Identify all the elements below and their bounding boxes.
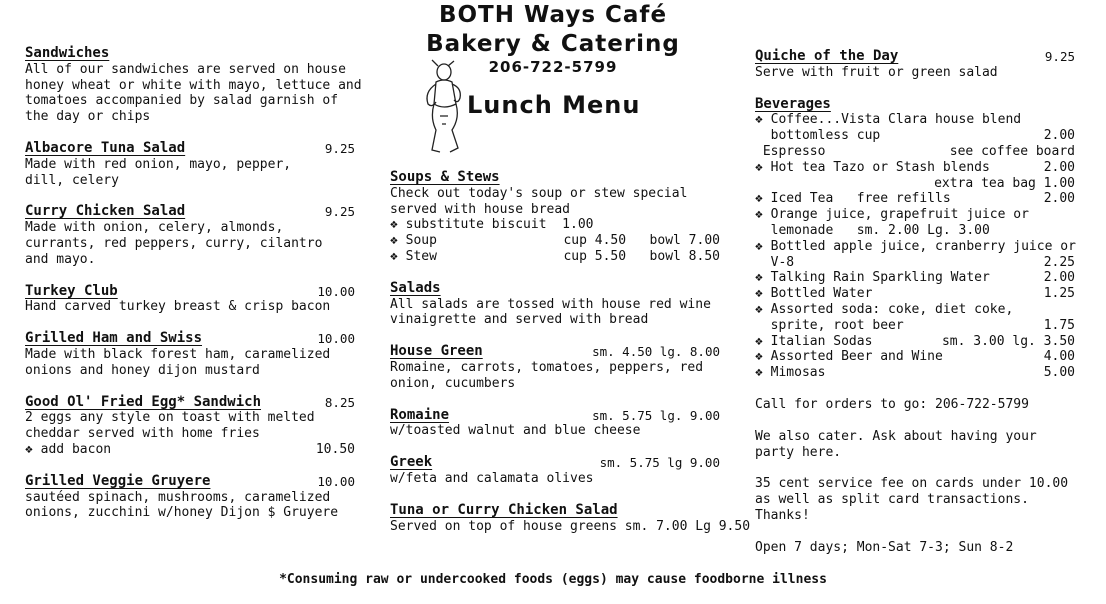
- row-label: ❖ add bacon: [25, 441, 112, 457]
- menu-section: [25, 45, 362, 125]
- section-title: House Green: [390, 343, 483, 360]
- section-header: [25, 204, 355, 220]
- section-header: [25, 331, 355, 347]
- info-note: Call for orders to go: 206-722-5799: [755, 396, 1029, 412]
- beverage-price: 5.00: [1043, 365, 1075, 381]
- section-title: Sandwiches: [25, 45, 110, 61]
- beverage-row: [755, 365, 1075, 381]
- item-description: Hand carved turkey breast & crisp bacon: [25, 299, 331, 315]
- beverage-row: [755, 144, 1075, 160]
- section-title: Albacore Tuna Salad: [25, 139, 186, 156]
- row-price: cup 5.50 bowl 8.50: [563, 248, 720, 264]
- item-description: Made with onion, celery, almonds,: [25, 220, 284, 236]
- section-header: [25, 474, 355, 490]
- item-description: currants, red peppers, curry, cilantro: [25, 235, 323, 251]
- left-column: [25, 45, 362, 537]
- row-label: ❖ Stew: [390, 248, 437, 264]
- section-title: Good Ol' Fried Egg* Sandwich: [25, 393, 262, 410]
- row-label: ❖ Soup: [390, 233, 437, 249]
- section-header: [390, 408, 720, 424]
- cafe-subtitle: Bakery & Catering: [426, 31, 680, 57]
- item-description: tomatoes accompanied by salad garnish of: [25, 93, 339, 109]
- section-header: [390, 170, 720, 186]
- beverage-row: [755, 128, 1075, 144]
- section-title: Grilled Ham and Swiss: [25, 330, 203, 347]
- menu-section: [25, 204, 355, 267]
- section-header: [25, 284, 355, 300]
- section-title: Curry Chicken Salad: [25, 203, 186, 220]
- beverage-name: ❖ Bottled Water: [755, 286, 873, 302]
- beverage-price: 2.00: [1043, 270, 1075, 286]
- beverage-row: [755, 191, 1075, 207]
- item-description: Check out today's soup or stew special: [390, 185, 688, 201]
- item-description: w/toasted walnut and blue cheese: [390, 423, 641, 439]
- beverage-name: ❖ Assorted Beer and Wine: [755, 349, 943, 365]
- beverage-price: 2.00: [1043, 191, 1075, 207]
- beverage-row: [755, 318, 1075, 334]
- section-title: Soups & Stews: [390, 169, 500, 185]
- item-description: cheddar served with home fries: [25, 426, 260, 442]
- beverage-row: [755, 334, 1075, 350]
- beverage-name: Espresso: [755, 143, 826, 159]
- price-row: [25, 442, 355, 458]
- item-description: served with house bread: [390, 201, 571, 217]
- cafe-phone: 206-722-5799: [488, 58, 618, 76]
- item-price: sm. 5.75 lg 9.00: [599, 455, 720, 471]
- beverage-row: [755, 239, 1075, 255]
- section-title: Grilled Veggie Gruyere: [25, 472, 211, 489]
- item-description: ❖ substitute biscuit 1.00: [390, 217, 594, 233]
- beverage-name: ❖ Talking Rain Sparkling Water: [755, 270, 990, 286]
- beverage-price: 2.00: [1043, 159, 1075, 175]
- item-price: 10.00: [317, 331, 355, 347]
- item-description: Served on top of house greens sm. 7.00 Lg 9.50: [390, 518, 751, 534]
- section-header: [390, 503, 720, 519]
- item-description: onions, zucchini w/honey Dijon $ Gruyere: [25, 505, 339, 521]
- footer-disclaimer: *Consuming raw or undercooked foods (eggs) may cause foodborne illness: [279, 572, 827, 587]
- beverage-name: ❖ Coffee...Vista Clara house blend: [755, 112, 1022, 128]
- item-description: All salads are tossed with house red wine: [390, 296, 711, 312]
- menu-section: [25, 331, 355, 378]
- section-title: Romaine: [390, 406, 450, 423]
- item-price: 10.00: [317, 473, 355, 489]
- beverage-row: [755, 207, 1075, 223]
- section-header: [390, 455, 720, 471]
- item-description: dill, celery: [25, 172, 119, 188]
- right-column: [755, 49, 1075, 572]
- beverage-row: [755, 223, 1075, 239]
- menu-section: [390, 281, 720, 328]
- menu-section: [25, 141, 355, 188]
- section-header: [390, 344, 720, 360]
- item-description: Romaine, carrots, tomatoes, peppers, red: [390, 359, 704, 375]
- item-description: the day or chips: [25, 109, 151, 125]
- section-header: [25, 395, 355, 411]
- item-description: onions and honey dijon mustard: [25, 362, 260, 378]
- beverage-row: [755, 286, 1075, 302]
- item-description: All of our sandwiches are served on house: [25, 61, 346, 77]
- beverage-name: ❖ Assorted soda: coke, diet coke,: [755, 301, 1014, 317]
- price-row: [390, 249, 720, 265]
- beverage-price: 2.00: [1043, 128, 1075, 144]
- info-note: 35 cent service fee on cards under 10.00 as well as split card transactions. Thanks!: [755, 476, 1069, 523]
- section-title: Quiche of the Day: [755, 48, 899, 64]
- beverage-name: bottomless cup: [755, 128, 881, 144]
- section-title: Turkey Club: [25, 282, 118, 299]
- row-price: 10.50: [315, 441, 355, 457]
- section-header: [25, 46, 355, 62]
- beverage-name: lemonade sm. 2.00 Lg. 3.00: [755, 222, 990, 238]
- item-description: 2 eggs any style on toast with melted: [25, 410, 315, 426]
- item-price: 9.25: [324, 204, 355, 220]
- menu-section: [390, 501, 751, 535]
- item-price: 9.25: [324, 140, 355, 156]
- item-description: Made with red onion, mayo, pepper,: [25, 156, 292, 172]
- section-title: Tuna or Curry Chicken Salad: [390, 501, 618, 518]
- beverage-name: ❖ Mimosas: [755, 365, 826, 381]
- beverage-row: [755, 112, 1075, 128]
- item-description: onion, cucumbers: [390, 375, 516, 391]
- item-description: vinaigrette and served with bread: [390, 312, 649, 328]
- mascot-figure-icon: [418, 58, 466, 158]
- section-header: [390, 281, 720, 297]
- cafe-name: BOTH Ways Café: [438, 2, 668, 28]
- beverage-row: [755, 349, 1075, 365]
- info-note: Open 7 days; Mon-Sat 7-3; Sun 8-2: [755, 539, 1014, 555]
- menu-section: [390, 455, 720, 487]
- item-description: w/feta and calamata olives: [390, 470, 594, 486]
- section-title: Greek: [390, 454, 433, 471]
- beverage-price: sm. 3.00 lg. 3.50: [941, 333, 1075, 349]
- beverage-name: sprite, root beer: [755, 317, 904, 333]
- beverage-price: 1.25: [1043, 286, 1075, 302]
- beverage-price: see coffee board: [949, 143, 1075, 159]
- item-price: 9.25: [1044, 49, 1075, 64]
- price-row: [390, 233, 720, 249]
- item-description: and mayo.: [25, 251, 96, 267]
- beverage-row: [755, 302, 1075, 318]
- menu-section: [390, 408, 720, 440]
- item-description: honey wheat or white with mayo, lettuce and: [25, 77, 362, 93]
- section-header: [25, 141, 355, 157]
- menu-section: [390, 170, 720, 265]
- menu-section: [25, 395, 355, 458]
- beverage-row: [755, 255, 1075, 271]
- beverage-price: 1.75: [1043, 317, 1075, 333]
- beverage-row: [755, 270, 1075, 286]
- menu-section: [25, 474, 355, 521]
- beverage-name: ❖ Orange juice, grapefruit juice or: [755, 207, 1029, 223]
- beverage-price: extra tea bag 1.00: [934, 175, 1075, 191]
- menu-section: [390, 344, 720, 391]
- beverage-price: 4.00: [1043, 349, 1075, 365]
- item-price: 8.25: [324, 394, 355, 410]
- beverage-row: [755, 176, 1075, 192]
- item-description: Made with black forest ham, caramelized: [25, 346, 331, 362]
- section-title: Beverages: [755, 95, 831, 112]
- beverage-name: ❖ Hot tea Tazo or Stash blends: [755, 159, 990, 175]
- beverage-name: ❖ Iced Tea free refills: [755, 191, 951, 207]
- item-description: sautéed spinach, mushrooms, caramelized: [25, 489, 331, 505]
- row-price: cup 4.50 bowl 7.00: [563, 233, 720, 249]
- item-price: sm. 5.75 lg. 9.00: [592, 407, 720, 423]
- beverage-row: [755, 160, 1075, 176]
- middle-column: [390, 169, 751, 550]
- beverage-name: ❖ Bottled apple juice, cranberry juice or: [755, 238, 1076, 254]
- item-price: 10.00: [317, 283, 355, 299]
- menu-title: Lunch Menu: [467, 91, 641, 119]
- menu-section: [25, 284, 355, 316]
- beverage-name: V-8: [755, 254, 795, 270]
- info-note: We also cater. Ask about having your party here.: [755, 428, 1037, 460]
- item-price: sm. 4.50 lg. 8.00: [592, 344, 720, 360]
- section-title: Salads: [390, 279, 441, 296]
- beverage-price: 2.25: [1043, 254, 1075, 270]
- item-description: Serve with fruit or green salad: [755, 64, 998, 80]
- beverage-name: ❖ Italian Sodas: [755, 333, 873, 349]
